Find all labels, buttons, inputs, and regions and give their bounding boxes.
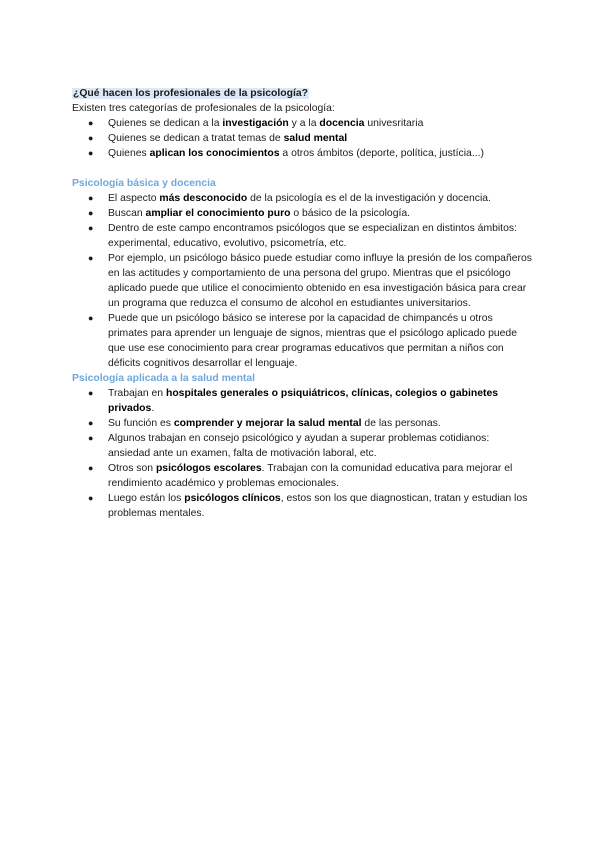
bullet-icon: ● <box>88 388 94 398</box>
list-item: ● Buscan ampliar el conocimiento puro o básico de la psicología. <box>88 208 411 219</box>
categories-list <box>72 116 532 161</box>
applied-list <box>72 386 532 521</box>
list-item: ● Su función es comprender y mejorar la salud mental de las personas. <box>88 418 441 429</box>
bullet-icon: ● <box>88 463 94 473</box>
list-item: ● Quienes se dedican a tratat temas de salud mental <box>88 133 348 144</box>
page-title-line <box>72 86 532 101</box>
list-item: ● Quienes se dedican a la investigación y a la docencia univesritaria <box>88 118 424 129</box>
section-heading-applied: Psicología aplicada a la salud mental <box>72 373 256 384</box>
list-item: ● Otros son psicólogos escolares. Trabajan con la comunidad educativa para mejorar el rendimiento académico y problemas emocionales. <box>88 463 513 489</box>
intro-text: Existen tres categorías de profesionales de la psicología: <box>72 103 335 114</box>
page-title: ¿Qué hacen los profesionales de la psicología? <box>73 88 309 99</box>
bullet-icon: ● <box>88 433 94 443</box>
document-content <box>72 86 532 521</box>
bullet-icon: ● <box>88 133 94 143</box>
bullet-icon: ● <box>88 118 94 128</box>
list-item: ● Luego están los psicólogos clínicos, estos son los que diagnostican, tratan y estudian los problemas mentales. <box>88 493 528 519</box>
bullet-icon: ● <box>88 193 94 203</box>
bullet-icon: ● <box>88 253 94 263</box>
bullet-icon: ● <box>88 208 94 218</box>
bullet-icon: ● <box>88 418 94 428</box>
bullet-icon: ● <box>88 223 94 233</box>
bullet-icon: ● <box>88 313 94 323</box>
list-item: ● Por ejemplo, un psicólogo básico puede estudiar como influye la presión de los compañeros en las actitudes y comportamiento de una persona del grupo. Mientras que el psicólogo aplicado puede que utilice el conocimiento obtenido en esa investigación básica para crear un programa que reduzca el consumo de alcohol en estudiantes universitarios. <box>88 253 532 309</box>
list-item: ● El aspecto más desconocido de la psicología es el de la investigación y docencia. <box>88 193 491 204</box>
bullet-icon: ● <box>88 148 94 158</box>
list-item: ● Algunos trabajan en consejo psicológico y ayudan a superar problemas cotidianos: ansiedad ante un examen, falta de motivación laboral, etc. <box>88 433 490 459</box>
list-item: ● Quienes aplican los conocimientos a otros ámbitos (deporte, política, justícia...) <box>88 148 484 159</box>
list-item: ● Dentro de este campo encontramos psicólogos que se especializan en distintos ámbitos: experimental, educativo, evolutivo, psicometría, etc. <box>88 223 517 249</box>
bullet-icon: ● <box>88 493 94 503</box>
list-item: ● Puede que un psicólogo básico se interese por la capacidad de chimpancés u otros primates para aprender un lenguaje de signos, mientras que el psicólogo aplicado puede que use ese conocimiento para crear programas educativos que permitan a niños con déficits cognitivos desarrollar el lenguaje. <box>88 313 517 369</box>
basic-list <box>72 191 532 371</box>
section-heading-basic: Psicología básica y docencia <box>72 178 216 189</box>
list-item: ● Trabajan en hospitales generales o psiquiátricos, clínicas, colegios o gabinetes privados. <box>88 388 498 414</box>
